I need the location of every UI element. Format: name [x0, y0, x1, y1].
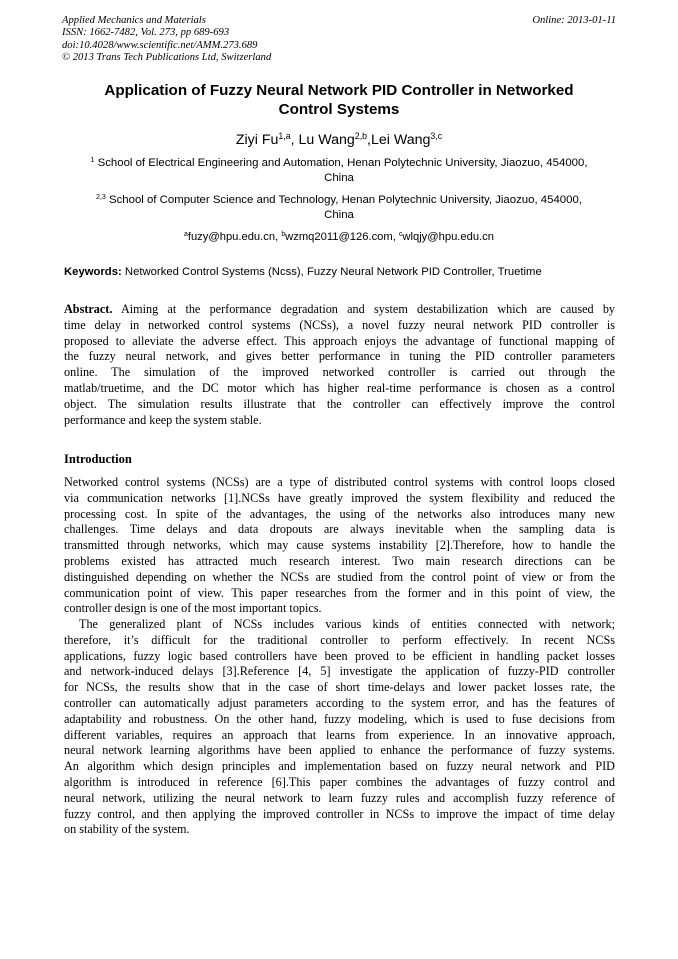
paragraph-line: The generalized plant of NCSs includes various kinds of entities connected with network;	[79, 617, 615, 631]
journal-name: Applied Mechanics and Materials	[62, 15, 206, 26]
online-date: Online: 2013-01-11	[532, 15, 616, 26]
paragraph-line: controller can automatically adjust parameters according to the system error, and has the features of	[64, 695, 615, 710]
paragraph-line: different variables, requires an approach that learns from experience. In an innovative approach,	[64, 727, 615, 742]
paragraph-line: algorithm is introduced in reference [6].This paper combines the advantages of fuzzy control and	[64, 774, 615, 789]
keywords	[64, 265, 619, 279]
author-list	[0, 132, 678, 149]
abstract-line	[64, 302, 615, 318]
author-name: Lei Wang	[370, 132, 431, 148]
author-emails	[0, 230, 678, 244]
paragraph-line: transmitted through networks, which may cause systems instability [2].Therefore, how to handle the	[64, 538, 615, 553]
abstract-label: Abstract.	[64, 302, 113, 316]
abstract-line: proposed to alleviate the adverse effect. This approach enjoys the advantage of functional mapping of	[64, 333, 615, 348]
affiliation-country: China	[324, 172, 354, 184]
affiliation-country: China	[324, 209, 354, 221]
paragraph-line: An algorithm which design principles and implementation based on fuzzy neural network and PID	[64, 759, 615, 774]
paragraph-line: challenges. Time delays and data dropouts are always inevitable when the sampling data is	[64, 522, 615, 537]
abstract-line: online. The simulation of the improved networked controller is carried out through the	[64, 365, 615, 380]
paragraph-line: on stability of the system.	[64, 822, 190, 837]
paragraph-line: via communication networks [1].NCSs have greatly improved the system flexibility and reduced the	[64, 490, 615, 505]
abstract-line: time delay in networked control systems (NCSs), a novel fuzzy neural network PID controller is	[64, 317, 615, 332]
title-line-2: Control Systems	[278, 101, 400, 118]
abstract	[64, 302, 615, 428]
abstract-text: Aiming at the performance degradation and system destabilization which are caused by	[120, 302, 616, 316]
paragraph-line: controller design is one of the most important topics.	[64, 601, 322, 616]
doi-line: doi:10.4028/www.scientific.net/AMM.273.689	[62, 39, 258, 51]
affiliation-superscript: 1	[90, 157, 95, 165]
keywords-text: Networked Control Systems (Ncss), Fuzzy Neural Network PID Controller, Truetime	[124, 266, 542, 278]
paragraph-line: fuzzy control, and then applying the improved controller in NCSs to improve the impact of time delay	[64, 806, 615, 821]
email-superscript: c	[398, 231, 403, 239]
copyright-line: © 2013 Trans Tech Publications Ltd, Switzerland	[62, 51, 272, 63]
affiliation-text: School of Electrical Engineering and Automation, Henan Polytechnic University, Jiaozuo, 454000,	[97, 157, 588, 169]
paragraph-line: problems existed has attracted much research interest. Two main research directions can be	[64, 553, 615, 568]
title-line-1: Application of Fuzzy Neural Network PID Controller in Networked	[104, 82, 574, 99]
email-address: wlqjy@hpu.edu.cn	[402, 231, 494, 243]
email-address: wzmq2011@126.com,	[285, 231, 399, 243]
paragraph-line: communication point of view. This paper researches from the former and in this point of view, the	[64, 585, 615, 600]
author-superscript: 1,a	[278, 131, 291, 142]
affiliation-text: School of Computer Science and Technology, Henan Polytechnic University, Jiaozuo, 454000,	[108, 194, 582, 206]
author-superscript: 2,b	[354, 131, 368, 142]
paragraph-line: for NCSs, the results show that in the case of short time-delays and lower packet losses rate, the	[64, 680, 615, 695]
section-heading-introduction: Introduction	[64, 452, 132, 466]
author-name: Ziyi Fu	[235, 132, 279, 148]
paragraph-line: processing cost. In spite of the advantages, the using of the networks also introduces many new	[64, 506, 615, 521]
abstract-line: matlab/truetime, and the DC motor which has higher real-time performance is chosen as a control	[64, 380, 615, 395]
introduction-paragraph-2	[64, 617, 615, 838]
paragraph-line: adaptability and robustness. On the other hand, fuzzy modeling, which is used to fuse decisions from	[64, 711, 615, 726]
affiliation-line	[62, 156, 616, 171]
paragraph-line: and network-induced delays [3].Reference [4, 5] investigate the application of fuzzy-PID controller	[64, 664, 615, 679]
abstract-line: performance and keep the system stable.	[64, 412, 262, 427]
paragraph-line: distinguished depending on whether the NCSs are studied from the control point of view or from the	[64, 569, 615, 584]
email-address: fuzy@hpu.edu.cn,	[187, 231, 282, 243]
paragraph-line: therefore, it’s difficult for the traditional controller to perform effectively. In recent NCSs	[64, 632, 615, 647]
paper-title	[60, 81, 618, 119]
paragraph-line: applications, fuzzy logic based controllers have been proved to be efficient in handling packet losses	[64, 648, 615, 663]
author-separator: ,	[367, 132, 371, 148]
abstract-line: object. The simulation results illustrate that the controller can effectively improve the control	[64, 396, 615, 411]
author-superscript: 3,c	[430, 131, 443, 142]
paragraph-line: neural network, utilizing the neural network to learn fuzzy rules and accomplish fuzzy reference of	[64, 790, 615, 805]
keywords-label: Keywords:	[64, 266, 122, 278]
issn-line: ISSN: 1662-7482, Vol. 273, pp 689-693	[62, 27, 230, 39]
author-name: Lu Wang	[298, 132, 355, 148]
abstract-line: the fuzzy neural network, and gives better performance in tuning the PID controller parameters	[64, 349, 615, 364]
paragraph-line: neural network learning algorithms have been applied to enhance the performance of fuzzy systems.	[64, 743, 615, 758]
email-superscript: a	[183, 231, 188, 239]
paragraph-line: Networked control systems (NCSs) are a type of distributed control systems with control loops closed	[64, 475, 615, 489]
author-separator: ,	[290, 132, 299, 148]
journal-header	[62, 15, 616, 64]
email-superscript: b	[281, 231, 286, 239]
affiliation-1	[62, 156, 616, 186]
affiliation-2	[62, 193, 616, 223]
affiliation-superscript: 2,3	[96, 194, 106, 202]
affiliation-line	[62, 193, 616, 208]
introduction-paragraph-1	[64, 475, 615, 617]
